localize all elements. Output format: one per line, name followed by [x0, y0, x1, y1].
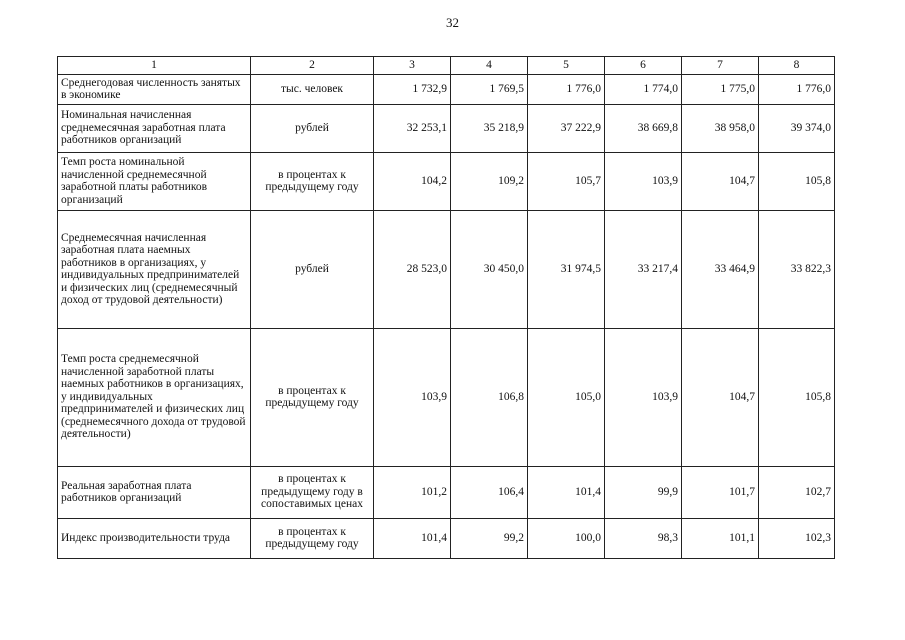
value-cell: 106,8	[451, 328, 528, 466]
value-cell: 109,2	[451, 152, 528, 210]
value-cell: 101,2	[374, 466, 451, 518]
value-cell: 103,9	[374, 328, 451, 466]
table-row	[58, 328, 835, 466]
column-header: 6	[605, 57, 682, 75]
value-cell: 102,7	[759, 466, 835, 518]
table-row	[58, 518, 835, 558]
value-cell: 1 774,0	[605, 74, 682, 104]
table-row	[58, 152, 835, 210]
value-cell: 38 958,0	[682, 104, 759, 152]
value-cell: 101,4	[528, 466, 605, 518]
value-cell: 101,1	[682, 518, 759, 558]
value-cell: 30 450,0	[451, 210, 528, 328]
value-cell: 28 523,0	[374, 210, 451, 328]
value-cell: 1 776,0	[528, 74, 605, 104]
value-cell: 104,7	[682, 152, 759, 210]
value-cell: 33 464,9	[682, 210, 759, 328]
value-cell: 1 776,0	[759, 74, 835, 104]
unit-cell: в процентах к предыдущему году	[251, 518, 374, 558]
unit-cell: рублей	[251, 104, 374, 152]
indicator-name: Темп роста среднемесячной начисленной заработной платы наемных работников в организациях, у индивидуальных предпринимателей и физических лиц (среднемесячного дохода от трудовой деятельности)	[58, 328, 251, 466]
table-row	[58, 74, 835, 104]
column-header: 2	[251, 57, 374, 75]
indicator-name: Среднегодовая численность занятых в экономике	[58, 74, 251, 104]
value-cell: 1 732,9	[374, 74, 451, 104]
table-header-row	[58, 57, 835, 75]
value-cell: 101,4	[374, 518, 451, 558]
table-row	[58, 210, 835, 328]
column-header: 3	[374, 57, 451, 75]
column-header: 8	[759, 57, 835, 75]
column-header: 5	[528, 57, 605, 75]
table-row	[58, 466, 835, 518]
value-cell: 1 769,5	[451, 74, 528, 104]
value-cell: 103,9	[605, 328, 682, 466]
value-cell: 105,7	[528, 152, 605, 210]
value-cell: 35 218,9	[451, 104, 528, 152]
value-cell: 105,8	[759, 152, 835, 210]
column-header: 4	[451, 57, 528, 75]
indicator-name: Среднемесячная начисленная заработная плата наемных работников в организациях, у индивидуальных предпринимателей и физических лиц (среднемесячный доход от трудовой деятельности)	[58, 210, 251, 328]
indicator-name: Номинальная начисленная среднемесячная заработная плата работников организаций	[58, 104, 251, 152]
indicator-name: Реальная заработная плата работников организаций	[58, 466, 251, 518]
value-cell: 104,2	[374, 152, 451, 210]
column-header: 1	[58, 57, 251, 75]
table-row	[58, 104, 835, 152]
indicator-name: Индекс производительности труда	[58, 518, 251, 558]
value-cell: 33 217,4	[605, 210, 682, 328]
unit-cell: в процентах к предыдущему году в сопоставимых ценах	[251, 466, 374, 518]
column-header: 7	[682, 57, 759, 75]
unit-cell: в процентах к предыдущему году	[251, 152, 374, 210]
value-cell: 98,3	[605, 518, 682, 558]
value-cell: 1 775,0	[682, 74, 759, 104]
value-cell: 102,3	[759, 518, 835, 558]
value-cell: 38 669,8	[605, 104, 682, 152]
value-cell: 101,7	[682, 466, 759, 518]
unit-cell: рублей	[251, 210, 374, 328]
value-cell: 32 253,1	[374, 104, 451, 152]
indicator-name: Темп роста номинальной начисленной среднемесячной заработной платы работников организаций	[58, 152, 251, 210]
value-cell: 37 222,9	[528, 104, 605, 152]
statistics-table	[57, 56, 835, 559]
value-cell: 99,2	[451, 518, 528, 558]
value-cell: 105,8	[759, 328, 835, 466]
value-cell: 31 974,5	[528, 210, 605, 328]
value-cell: 105,0	[528, 328, 605, 466]
unit-cell: тыс. человек	[251, 74, 374, 104]
value-cell: 104,7	[682, 328, 759, 466]
page-number: 32	[446, 15, 459, 30]
value-cell: 39 374,0	[759, 104, 835, 152]
value-cell: 103,9	[605, 152, 682, 210]
value-cell: 106,4	[451, 466, 528, 518]
value-cell: 33 822,3	[759, 210, 835, 328]
value-cell: 99,9	[605, 466, 682, 518]
value-cell: 100,0	[528, 518, 605, 558]
unit-cell: в процентах к предыдущему году	[251, 328, 374, 466]
